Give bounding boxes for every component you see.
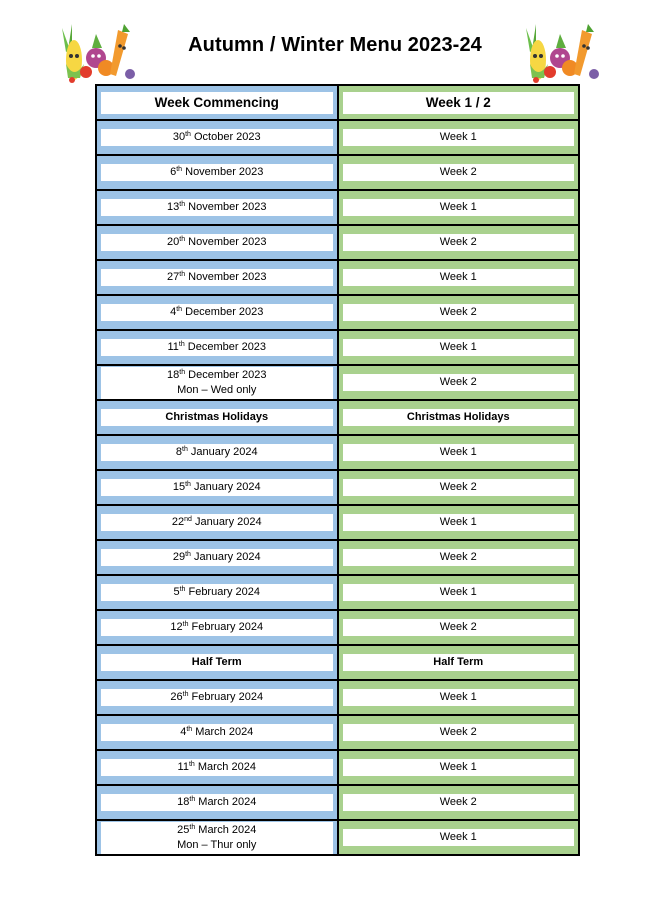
- date-note: Mon – Thur only: [177, 838, 257, 851]
- week-number-value: Week 2: [343, 794, 575, 811]
- week-number-value: Week 1: [343, 759, 575, 776]
- week-commencing-date: Christmas Holidays: [101, 409, 333, 426]
- week-commencing-cell: [96, 575, 338, 610]
- table-row: [96, 120, 579, 155]
- date-ordinal-suffix: th: [176, 166, 183, 173]
- week-number-value: Week 1: [343, 829, 575, 846]
- date-day: 26: [170, 691, 183, 703]
- date-day: 4: [180, 726, 187, 738]
- week-commencing-date: [101, 339, 333, 356]
- week-number-cell: [338, 400, 580, 435]
- date-month-year: January 2024: [190, 551, 261, 563]
- week-commencing-date: [101, 619, 333, 636]
- week-commencing-date: [101, 759, 333, 776]
- week-commencing-date: [101, 304, 333, 321]
- table-row: [96, 470, 579, 505]
- week-commencing-date: [101, 724, 333, 741]
- week-number-value: Week 2: [343, 549, 575, 566]
- week-number-value: Week 1: [343, 444, 575, 461]
- date-ordinal-suffix: th: [179, 271, 186, 278]
- week-commencing-date: [101, 584, 333, 601]
- table-row: [96, 820, 579, 855]
- date-ordinal-suffix: th: [182, 691, 189, 698]
- date-ordinal-suffix: th: [185, 551, 191, 558]
- week-commencing-date: [101, 479, 333, 496]
- week-commencing-cell: [96, 820, 338, 855]
- week-number-value: Week 1: [343, 129, 575, 146]
- week-number-value: Week 1: [343, 584, 575, 601]
- week-commencing-date: Half Term: [101, 654, 333, 671]
- week-number-cell: [338, 610, 580, 645]
- week-number-cell: [338, 330, 580, 365]
- date-ordinal-suffix: th: [182, 621, 189, 628]
- date-day: 30: [172, 131, 186, 143]
- week-number-cell: [338, 645, 580, 680]
- week-number-cell: [338, 365, 580, 400]
- week-commencing-date: [101, 269, 333, 286]
- week-commencing-date: [101, 367, 333, 399]
- date-month-year: October 2023: [190, 131, 261, 143]
- date-ordinal-suffix: th: [182, 446, 188, 453]
- week-number-cell: [338, 435, 580, 470]
- week-number-value: Week 2: [343, 619, 575, 636]
- date-month-year: February 2024: [188, 691, 264, 703]
- week-commencing-cell: [96, 610, 338, 645]
- date-month-year: November 2023: [185, 236, 267, 248]
- table-row: [96, 435, 579, 470]
- week-number-cell: [338, 120, 580, 155]
- table-row: [96, 540, 579, 575]
- week-commencing-date: [101, 199, 333, 216]
- week-commencing-cell: [96, 715, 338, 750]
- week-number-value: Week 2: [343, 374, 575, 391]
- week-number-value: Week 2: [343, 234, 575, 251]
- week-commencing-cell: [96, 400, 338, 435]
- date-day: 18: [167, 368, 180, 381]
- week-commencing-cell: [96, 645, 338, 680]
- week-number-cell: [338, 190, 580, 225]
- week-number-cell: [338, 785, 580, 820]
- header-week-number: Week 1 / 2: [343, 92, 575, 114]
- week-number-cell: [338, 295, 580, 330]
- date-month-year: December 2023: [184, 341, 267, 353]
- week-commencing-date: [101, 129, 333, 146]
- week-number-cell: [338, 575, 580, 610]
- week-commencing-cell: [96, 470, 338, 505]
- date-month-year: January 2024: [187, 446, 258, 458]
- date-month-year: February 2024: [185, 586, 261, 598]
- date-day: 27: [167, 271, 180, 283]
- date-ordinal-suffix: th: [179, 586, 186, 593]
- date-day: 8: [175, 446, 183, 458]
- week-commencing-date: [101, 234, 333, 251]
- menu-table-body: [96, 85, 579, 855]
- date-month-year: November 2023: [185, 271, 267, 283]
- week-number-value: Christmas Holidays: [343, 409, 575, 426]
- week-commencing-date: [101, 164, 333, 181]
- week-number-value: Week 1: [343, 269, 575, 286]
- week-number-value: Week 2: [343, 479, 575, 496]
- week-commencing-date: [101, 549, 333, 566]
- date-day: 13: [167, 201, 180, 213]
- date-month-year: December 2023: [185, 368, 267, 381]
- week-commencing-cell: [96, 260, 338, 295]
- week-number-value: Week 1: [343, 514, 575, 531]
- date-month-year: November 2023: [182, 166, 264, 178]
- week-number-cell: [338, 260, 580, 295]
- week-commencing-date: [101, 794, 333, 811]
- header-cell-week-commencing: [96, 85, 338, 120]
- date-month-year: January 2024: [191, 516, 262, 528]
- week-number-cell: [338, 540, 580, 575]
- vegetable-characters-icon: [522, 20, 606, 84]
- table-row: [96, 400, 579, 435]
- date-day: 4: [170, 306, 177, 318]
- week-commencing-date: [101, 444, 333, 461]
- date-month-year: November 2023: [185, 201, 267, 213]
- week-number-cell: [338, 155, 580, 190]
- week-commencing-cell: [96, 750, 338, 785]
- date-day: 18: [177, 796, 190, 808]
- week-commencing-cell: [96, 120, 338, 155]
- date-month-year: January 2024: [190, 481, 261, 493]
- table-row: [96, 680, 579, 715]
- date-day: 12: [170, 621, 183, 633]
- date-ordinal-suffix: th: [186, 726, 193, 733]
- week-commencing-date: [101, 689, 333, 706]
- week-commencing-cell: [96, 190, 338, 225]
- date-month-year: March 2024: [192, 726, 254, 738]
- table-row: [96, 575, 579, 610]
- date-ordinal-suffix: th: [188, 761, 195, 768]
- date-ordinal-suffix: th: [185, 481, 191, 488]
- date-month-year: March 2024: [195, 796, 257, 808]
- date-day: 29: [172, 551, 186, 563]
- date-day: 11: [177, 761, 189, 773]
- week-commencing-cell: [96, 365, 338, 400]
- week-commencing-cell: [96, 155, 338, 190]
- date-ordinal-suffix: nd: [184, 516, 192, 523]
- table-row: [96, 645, 579, 680]
- date-ordinal-suffix: th: [178, 341, 185, 348]
- table-row: [96, 260, 579, 295]
- table-row: [96, 225, 579, 260]
- date-day: 11: [167, 341, 179, 353]
- date-ordinal-suffix: th: [176, 306, 183, 313]
- date-month-year: December 2023: [182, 306, 264, 318]
- week-number-value: Week 2: [343, 304, 575, 321]
- week-commencing-date: [101, 822, 333, 854]
- date-day: 20: [167, 236, 180, 248]
- date-ordinal-suffix: th: [185, 131, 191, 138]
- menu-schedule-table: [95, 84, 580, 856]
- week-commencing-cell: [96, 540, 338, 575]
- week-number-cell: [338, 470, 580, 505]
- week-commencing-cell: [96, 330, 338, 365]
- table-row: [96, 330, 579, 365]
- week-commencing-cell: [96, 785, 338, 820]
- date-day: 25: [177, 823, 190, 836]
- date-month-year: February 2024: [188, 621, 264, 633]
- date-day: 15: [172, 481, 186, 493]
- date-note: Mon – Wed only: [177, 383, 257, 396]
- date-ordinal-suffix: th: [189, 823, 196, 831]
- table-row: [96, 155, 579, 190]
- week-number-cell: [338, 505, 580, 540]
- table-row: [96, 505, 579, 540]
- week-number-value: Week 2: [343, 164, 575, 181]
- table-row: [96, 750, 579, 785]
- week-number-value: Week 1: [343, 689, 575, 706]
- week-number-cell: [338, 750, 580, 785]
- date-day: 5: [173, 586, 180, 598]
- week-number-cell: [338, 820, 580, 855]
- date-ordinal-suffix: th: [179, 236, 186, 243]
- table-header-row: [96, 85, 579, 120]
- date-month-year: March 2024: [194, 761, 256, 773]
- week-number-cell: [338, 680, 580, 715]
- week-number-value: Week 2: [343, 724, 575, 741]
- table-row: [96, 610, 579, 645]
- week-number-cell: [338, 225, 580, 260]
- week-number-cell: [338, 715, 580, 750]
- week-number-value: Week 1: [343, 339, 575, 356]
- table-row: [96, 190, 579, 225]
- table-row: [96, 295, 579, 330]
- week-commencing-cell: [96, 505, 338, 540]
- week-commencing-cell: [96, 295, 338, 330]
- date-day: 22: [171, 516, 185, 528]
- week-commencing-cell: [96, 225, 338, 260]
- table-row: [96, 785, 579, 820]
- table-row: [96, 715, 579, 750]
- table-row: [96, 365, 579, 400]
- header-cell-week-number: [338, 85, 580, 120]
- header-week-commencing: Week Commencing: [101, 92, 333, 114]
- date-day: 6: [170, 166, 177, 178]
- week-commencing-cell: [96, 680, 338, 715]
- date-month-year: March 2024: [195, 823, 257, 836]
- week-number-value: Half Term: [343, 654, 575, 671]
- week-commencing-cell: [96, 435, 338, 470]
- page-title: Autumn / Winter Menu 2023-24: [188, 34, 482, 56]
- week-commencing-date: [101, 514, 333, 531]
- date-ordinal-suffix: th: [189, 796, 196, 803]
- date-ordinal-suffix: th: [179, 201, 186, 208]
- week-number-value: Week 1: [343, 199, 575, 216]
- date-ordinal-suffix: th: [179, 368, 186, 376]
